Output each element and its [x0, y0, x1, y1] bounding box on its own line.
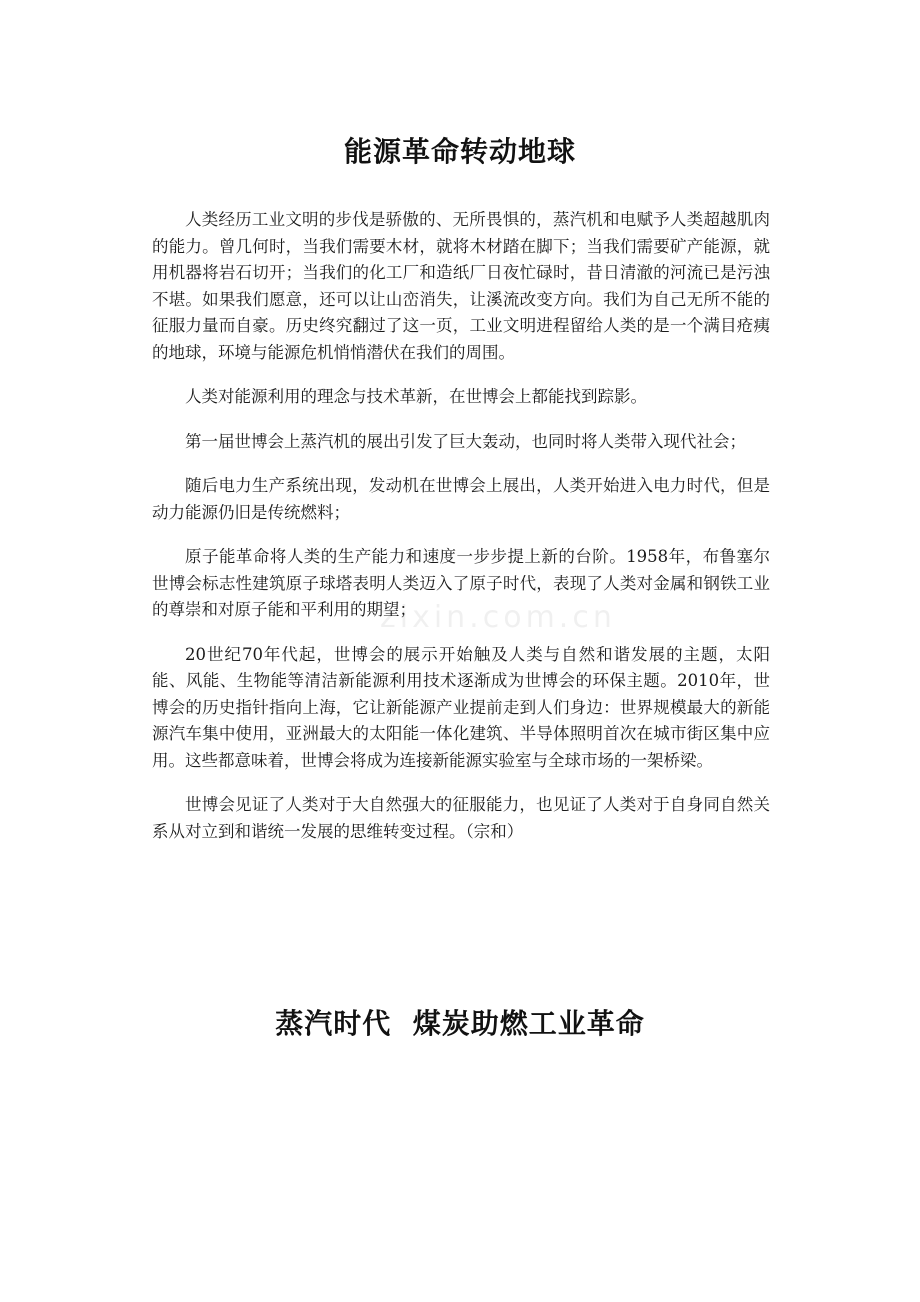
paragraph-7: 世博会见证了人类对于大自然强大的征服能力，也见证了人类对于自身同自然关系从对立到和谐统一发展的思维转变过程。（宗和）	[152, 795, 770, 841]
paragraph-3: 第一届世博会上蒸汽机的展出引发了巨大轰动，也同时将人类带入现代社会；	[185, 431, 746, 451]
watermark: zixin.com.cn	[380, 600, 616, 635]
paragraph-5: 原子能革命将人类的生产能力和速度一步步提上新的台阶。1958年，布鲁塞尔世博会标志性建筑原子球塔表明人类迈入了原子时代，表现了人类对金属和钢铁工业的尊崇和对原子能和平利用的期望；	[152, 547, 770, 619]
paragraph-2: 人类对能源利用的理念与技术革新，在世博会上都能找到踪影。	[185, 387, 647, 406]
section-title: 蒸汽时代 煤炭助燃工业革命	[275, 1007, 645, 1040]
article-title: 能源革命转动地球	[343, 135, 576, 168]
paragraph-1: 人类经历工业文明的步伐是骄傲的、无所畏惧的，蒸汽机和电赋予人类超越肌肉的能力。曾几何时，当我们需要木材，就将木材踏在脚下；当我们需要矿产能源，就用机器将岩石切开；当我们的化工厂和造纸厂日夜忙碌时，昔日清澈的河流已是污浊不堪。如果我们愿意，还可以让山峦消失，让溪流改变方向。我们为自己无所不能的征服力量而自豪。历史终究翻过了这一页，工业文明进程留给人类的是一个满目疮痍的地球，环境与能源危机悄悄潜伏在我们的周围。	[152, 210, 770, 362]
article-body	[152, 207, 770, 863]
paragraph-4: 随后电力生产系统出现，发动机在世博会上展出，人类开始进入电力时代，但是动力能源仍旧是传统燃料；	[152, 476, 770, 522]
paragraph-6: 20世纪70年代起，世博会的展示开始触及人类与自然和谐发展的主题，太阳能、风能、生物能等清洁新能源利用技术逐渐成为世博会的环保主题。2010年，世博会的历史指针指向上海，它让新能源产业提前走到人们身边：世界规模最大的新能源汽车集中使用，亚洲最大的太阳能一体化建筑、半导体照明首次在城市街区集中应用。这些都意味着，世博会将成为连接新能源实验室与全球市场的一架桥梁。	[152, 644, 770, 770]
